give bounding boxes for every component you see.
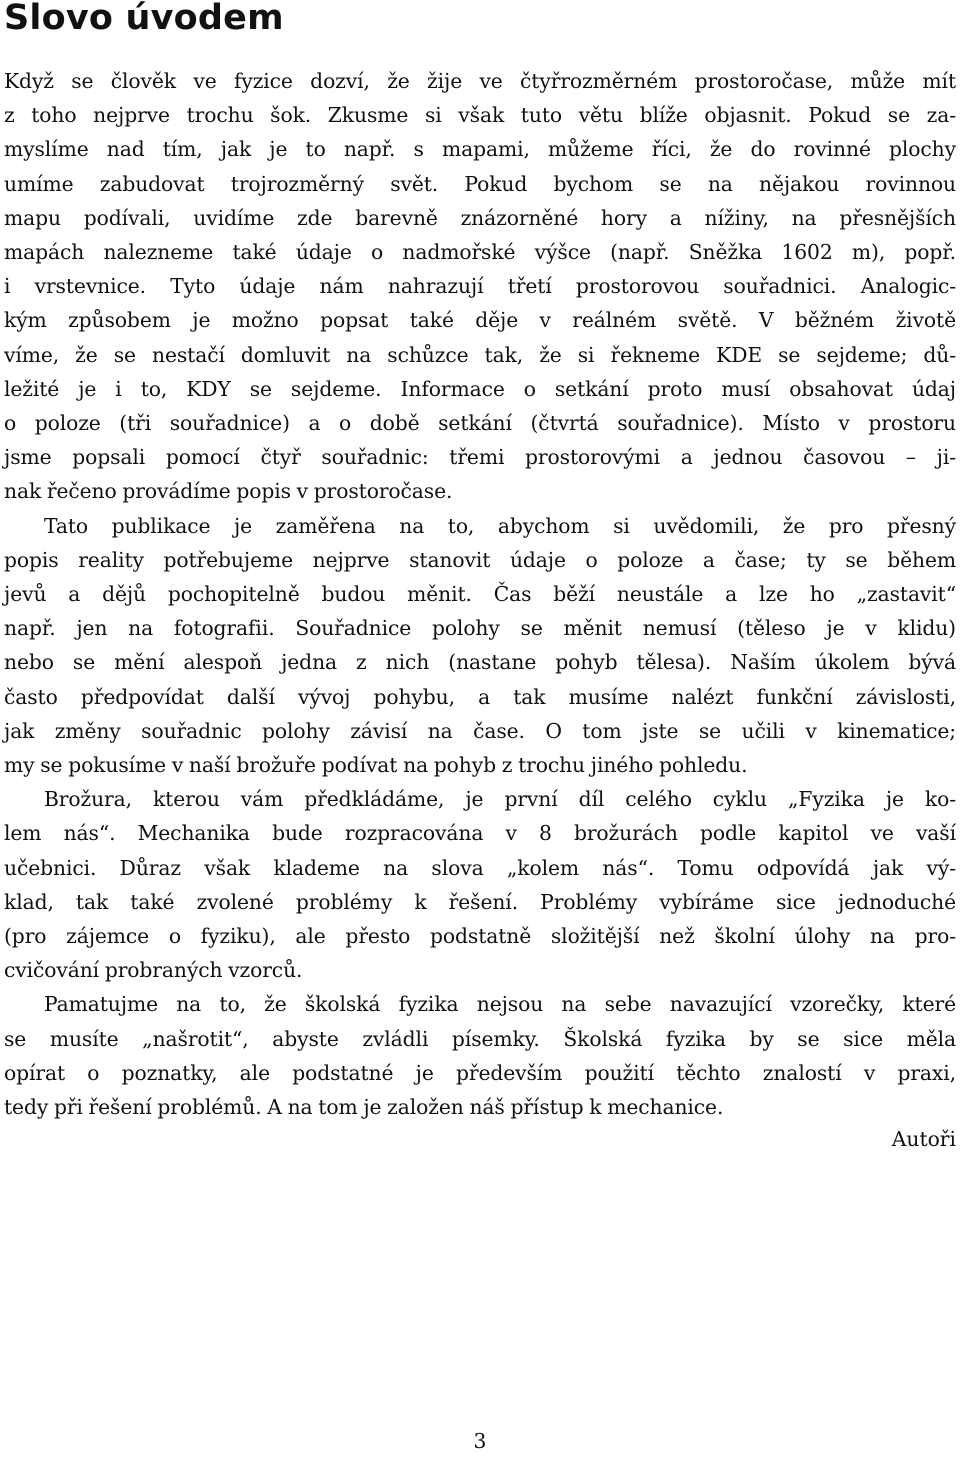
paragraph xyxy=(4,64,956,509)
text-line: mapu podívali, uvidíme zde barevně znázorněné hory a nížiny, na přesnějších xyxy=(4,205,956,230)
page-number: 3 xyxy=(473,1429,487,1453)
text-line: mapách nalezneme také údaje o nadmořské výšce (např. Sněžka 1602 m), popř. xyxy=(4,240,956,265)
text-line: často předpovídat další vývoj pohybu, a tak musíme nalézt funkční závislosti, xyxy=(4,684,956,709)
text-line: myslíme nad tím, jak je to např. s mapami, můžeme říci, že do rovinné plochy xyxy=(4,137,956,162)
text-line: tedy při řešení problémů. A na tom je založen náš přístup k mechanice. xyxy=(4,1095,724,1120)
text-line: popis reality potřebujeme nejprve stanovit údaje o poloze a čase; ty se během xyxy=(4,547,956,572)
body-text xyxy=(4,64,956,1124)
text-line: učebnici. Důraz však klademe na slova „kolem nás“. Tomu odpovídá jak vý- xyxy=(4,855,956,880)
text-line: víme, že se nestačí domluvit na schůzce tak, že si řekneme KDE se sejdeme; dů- xyxy=(4,342,956,367)
text-line: klad, tak také zvolené problémy k řešení. Problémy vybíráme sice jednoduché xyxy=(4,889,956,914)
text-line: z toho nejprve trochu šok. Zkusme si však tuto větu blíže objasnit. Pokud se za- xyxy=(4,103,956,128)
text-line: jak změny souřadnic polohy závisí na čase. O tom jste se učili v kinematice; xyxy=(4,718,956,743)
text-line: opírat o poznatky, ale podstatné je především použití těchto znalostí v praxi, xyxy=(4,1060,956,1085)
text-line: jsme popsali pomocí čtyř souřadnic: třemi prostorovými a jednou časovou – ji- xyxy=(4,445,956,470)
text-line: jevů a dějů pochopitelně budou měnit. Čas běží neustále a lze ho „zastavit“ xyxy=(4,582,956,607)
text-line: Tato publikace je zaměřena na to, abychom si uvědomili, že pro přesný xyxy=(44,513,956,538)
text-line: Brožura, kterou vám předkládáme, je první díl celého cyklu „Fyzika je ko- xyxy=(44,787,956,812)
text-line: (pro zájemce o fyziku), ale přesto podstatně složitější než školní úlohy na pro- xyxy=(4,924,956,949)
text-line: i vrstevnice. Tyto údaje nám nahrazují třetí prostorovou souřadnici. Analogic- xyxy=(4,274,956,299)
paragraph xyxy=(4,509,956,783)
text-line: my se pokusíme v naší brožuře podívat na pohyb z trochu jiného pohledu. xyxy=(4,753,748,778)
text-line: lem nás“. Mechanika bude rozpracována v 8 brožurách podle kapitol ve vaší xyxy=(4,821,956,846)
text-line: Když se člověk ve fyzice dozví, že žije ve čtyřrozměrném prostoročase, může mít xyxy=(4,69,956,93)
text-line: umíme zabudovat trojrozměrný svět. Pokud bychom se na nějakou rovinnou xyxy=(4,171,956,196)
text-line: nebo se mění alespoň jedna z nich (nastane pohyb tělesa). Naším úkolem bývá xyxy=(4,650,956,675)
paragraph xyxy=(4,987,956,1124)
paragraph xyxy=(4,782,956,987)
signature: Autoři xyxy=(891,1127,956,1151)
text-line: Pamatujme na to, že školská fyzika nejsou na sebe navazující vzorečky, které xyxy=(44,992,956,1017)
text-line: např. jen na fotografii. Souřadnice polohy se měnit nemusí (těleso je v klidu) xyxy=(4,616,956,641)
text-line: kým způsobem je možno popsat také děje v reálném světě. V běžném životě xyxy=(4,308,956,333)
text-line: o poloze (tři souřadnice) a o době setkání (čtvrtá souřadnice). Místo v prostoru xyxy=(4,411,956,436)
text-line: nak řečeno provádíme popis v prostoročase. xyxy=(4,479,453,504)
text-line: cvičování probraných vzorců. xyxy=(4,958,303,983)
page-title: Slovo úvodem xyxy=(4,0,284,38)
text-line: ležité je i to, KDY se sejdeme. Informace o setkání proto musí obsahovat údaj xyxy=(4,376,956,401)
text-line: se musíte „našrotit“, abyste zvládli písemky. Školská fyzika by se sice měla xyxy=(4,1026,956,1051)
